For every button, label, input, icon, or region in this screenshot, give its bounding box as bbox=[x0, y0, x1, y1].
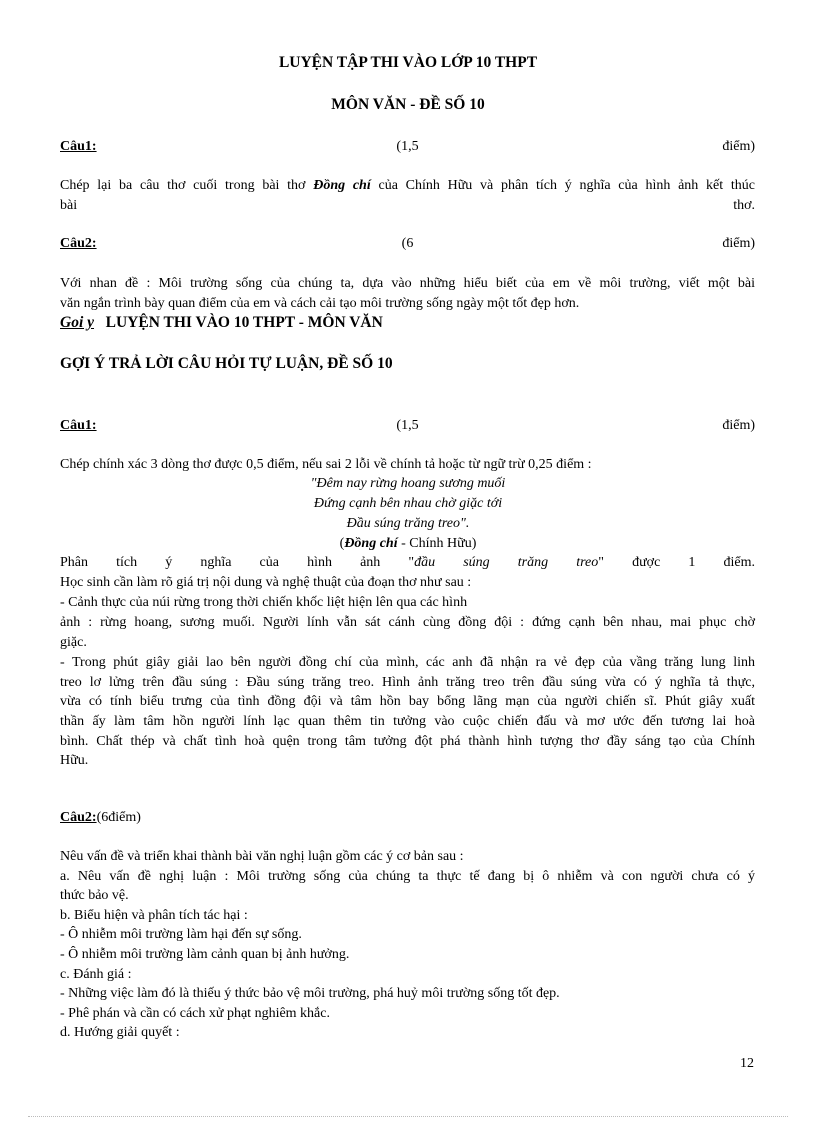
answer-q2-points: (6điểm) bbox=[96, 810, 141, 825]
text-run: Chép lại ba câu thơ cuối trong bài thơ bbox=[60, 178, 314, 193]
answer-header-label: Goi y bbox=[60, 314, 95, 331]
answer-q2-line: b. Biểu hiện và phân tích tác hại : bbox=[60, 908, 248, 923]
answer-q2-line: Nêu vấn đề và triển khai thành bài văn nghị luận gồm các ý cơ bản sau : bbox=[60, 849, 464, 864]
answer-q2-header bbox=[60, 809, 141, 826]
poem-line-1: "Đêm nay rừng hoang sương muối bbox=[310, 476, 506, 491]
answer-q2-line: - Ô nhiễm môi trường làm hại đến sự sống. bbox=[60, 927, 302, 942]
exam-q1-points-open: (1,5 bbox=[396, 139, 419, 154]
exam-q1-points-close: điểm) bbox=[722, 139, 755, 154]
exam-q2-points-open: (6 bbox=[401, 236, 414, 251]
answer-q2-line: a. Nêu vấn đề nghị luận : Môi trường sống của chúng ta thực tế đang bị ô nhiễm và con người chưa có ý bbox=[60, 869, 755, 884]
exam-q1-label: Câu1: bbox=[60, 139, 97, 154]
answer-q1-line: Học sinh cần làm rõ giá trị nội dung và nghệ thuật của đoạn thơ như sau : bbox=[60, 575, 472, 590]
image-phrase: đầu súng trăng treo bbox=[414, 555, 599, 570]
answer-q2-line: - Phê phán và cần có cách xử phạt nghiêm khắc. bbox=[60, 1006, 330, 1021]
answer-header bbox=[60, 314, 383, 331]
answer-q1-line: treo lơ lửng trên đầu súng : Đầu súng trăng treo. Hình ảnh trăng treo trên đầu súng vừa có ý nghĩa tả thực, bbox=[60, 675, 755, 690]
answer-header-text: LUYỆN THI VÀO 10 THPT - MÔN VĂN bbox=[105, 314, 383, 331]
text-run: " được 1 điểm. bbox=[598, 555, 756, 570]
answer-q1-points-close: điểm) bbox=[722, 418, 755, 433]
page-number: 12 bbox=[740, 1056, 754, 1071]
answer-q1-label: Câu1: bbox=[60, 418, 97, 433]
text-run: thơ. bbox=[733, 198, 755, 213]
answer-q1-line: thần ấy làm tâm hồn người lính lạc quan thêm tin tưởng vào cuộc chiến đấu và mơ ước đến tương lai hoà bbox=[60, 714, 755, 729]
exam-q2-points-close: điểm) bbox=[722, 236, 755, 251]
answer-q2-line: d. Hướng giải quyết : bbox=[60, 1025, 180, 1040]
answer-q1-line: - Trong phút giây giải lao bên người đồng chí của mình, các anh đã nhận ra vẻ đẹp của vầng trăng lung linh bbox=[60, 655, 755, 670]
poem-source bbox=[0, 535, 816, 552]
answer-q2-line: - Ô nhiễm môi trường làm cảnh quan bị ảnh hưởng. bbox=[60, 947, 350, 962]
page-bottom-divider bbox=[28, 1116, 788, 1117]
text-run: Phân tích ý nghĩa của hình ảnh " bbox=[60, 555, 415, 570]
answer-q2-line: - Những việc làm đó là thiếu ý thức bảo vệ môi trường, phá huỷ môi trường sống tốt đẹp. bbox=[60, 986, 560, 1001]
answer-q1-line: vừa có tính biểu trưng của tình đồng đội và tâm hồn bay bổng lãng mạn của người chiến sĩ. Phút giây xuất bbox=[60, 694, 755, 709]
answer-q1-line: bình. Chất thép và chất tình hoà quện trong tâm tưởng đột phá thành hình tượng thơ đầy sáng tạo của Chính bbox=[60, 734, 755, 749]
poem-line-2: Đứng cạnh bên nhau chờ giặc tới bbox=[313, 496, 503, 511]
answer-q2-line: thức bảo vệ. bbox=[60, 888, 129, 903]
text-run: - Chính Hữu) bbox=[397, 536, 477, 551]
text-run: ( bbox=[339, 536, 345, 551]
answer-title: GỢI Ý TRẢ LỜI CÂU HỎI TỰ LUẬN, ĐỀ SỐ 10 bbox=[60, 355, 393, 372]
exam-subtitle: MÔN VĂN - ĐỀ SỐ 10 bbox=[331, 96, 485, 113]
answer-q1-intro: Chép chính xác 3 dòng thơ được 0,5 điểm, nếu sai 2 lỗi về chính tả hoặc từ ngữ trừ 0,25 điểm : bbox=[60, 457, 592, 472]
text-run: của Chính Hữu và phân tích ý nghĩa của hình ảnh kết thúc bbox=[370, 178, 755, 193]
exam-q2-text-line2: văn ngắn trình bày quan điểm của em và cách cải tạo môi trường sống ngày một tốt đẹp hơn. bbox=[60, 296, 580, 311]
poem-line-3: Đầu súng trăng treo". bbox=[346, 516, 470, 531]
text-run: bài bbox=[60, 198, 78, 213]
poem-title: Đồng chí bbox=[313, 178, 371, 193]
answer-q2-line: c. Đánh giá : bbox=[60, 967, 132, 982]
answer-q1-line: ảnh : rừng hoang, sương muối. Người lính vẫn sát cánh cùng đồng đội : đứng cạnh bên nhau, mai phục chờ bbox=[60, 615, 755, 630]
answer-q1-line: Hữu. bbox=[60, 753, 89, 768]
answer-q1-line: - Cảnh thực của núi rừng trong thời chiến khốc liệt hiện lên qua các hình bbox=[60, 595, 468, 610]
answer-q1-line: giặc. bbox=[60, 635, 87, 650]
exam-title: LUYỆN TẬP THI VÀO LỚP 10 THPT bbox=[278, 54, 538, 71]
answer-q2-label: Câu2: bbox=[60, 810, 97, 825]
exam-q2-text-line1: Với nhan đề : Môi trường sống của chúng ta, dựa vào những hiểu biết của em về môi trường, viết một bài bbox=[60, 276, 755, 291]
exam-q2-label: Câu2: bbox=[60, 236, 97, 251]
answer-q1-points-open: (1,5 bbox=[396, 418, 419, 433]
answer-q1-analysis bbox=[60, 554, 755, 571]
exam-q1-text-line1 bbox=[60, 177, 755, 194]
poem-title: Đồng chí bbox=[344, 536, 398, 551]
